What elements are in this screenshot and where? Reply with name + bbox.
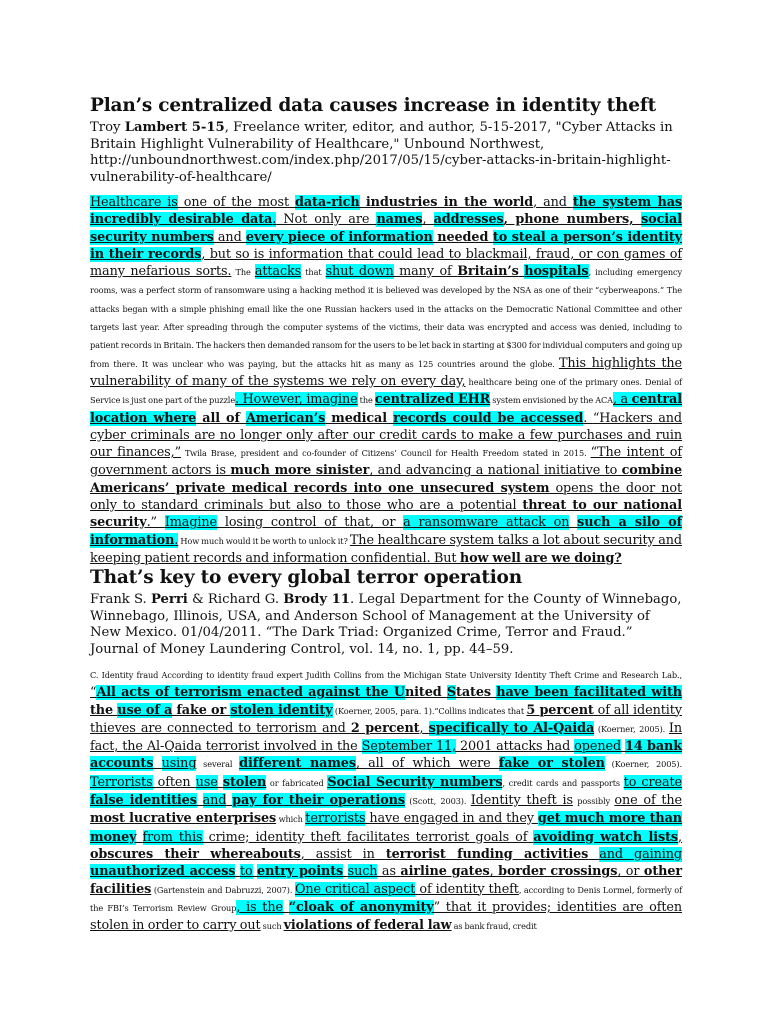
- text-run: [588, 847, 599, 862]
- text-run: much more sinister: [230, 463, 370, 479]
- text-run: (Koerner, 2005, para. 1).”Collins indicates that: [332, 705, 527, 716]
- highlighted-text-run: .: [272, 212, 277, 228]
- text-run: , all of which were: [355, 756, 499, 772]
- highlighted-text-run: hospitals: [524, 264, 589, 280]
- text-run: , and: [533, 195, 573, 210]
- text-run: such: [260, 921, 284, 932]
- text-run: The healthcare system talks a lot about security and keeping patient records and information confidential. But: [90, 532, 682, 566]
- highlighted-text-run: using: [161, 756, 197, 772]
- text-run: all of: [196, 410, 246, 426]
- highlighted-text-run: and gaining: [599, 846, 682, 862]
- section1-card-text: [90, 194, 682, 567]
- text-run: healthcare being one of the primary ones. Denial of Service is just one part of the puzzle: [90, 376, 682, 406]
- highlighted-text-run: such a silo of information: [90, 515, 683, 548]
- highlighted-text-run: pay for: [232, 793, 284, 809]
- text-run: ,: [489, 864, 499, 880]
- text-run: Brody 11: [283, 592, 350, 607]
- text-run: [197, 793, 203, 808]
- text-run: possibly: [572, 796, 615, 807]
- text-run: needed: [432, 229, 493, 245]
- highlighted-text-run: 14 bank accounts: [90, 739, 683, 772]
- text-run: In fact, the Al-Qaida terrorist involved in the: [90, 720, 682, 755]
- text-run: “The intent of government actors is: [90, 445, 682, 479]
- text-run: (Koerner, 2005).: [594, 723, 669, 734]
- section2-heading: That’s key to every global terror operation: [90, 567, 522, 588]
- highlighted-text-run: S: [446, 685, 457, 701]
- text-run: The: [231, 267, 255, 278]
- text-run: often: [152, 774, 196, 790]
- highlighted-text-run: central location where: [90, 392, 682, 426]
- highlighted-text-run: All acts of terrorism enacted against the U: [96, 685, 405, 701]
- text-run: opens the door not only to standard criminals but also to those who are a potential: [90, 480, 682, 514]
- text-run: , phone numbers,: [503, 212, 642, 228]
- text-run: 5 percent: [526, 702, 594, 718]
- text-run: Frank S.: [90, 592, 151, 607]
- text-run: & Richard G.: [187, 592, 284, 607]
- text-run: threat to our national security: [90, 498, 682, 531]
- highlighted-text-run: have been facilitated with: [496, 685, 682, 701]
- text-run: have engaged in and they: [365, 811, 538, 827]
- text-run: fake or: [172, 702, 231, 718]
- text-run: Twila Brase, president and co-founder of Citizens’ Council for Health Freedom stated in 2015.: [181, 448, 591, 459]
- highlighted-text-run: data-rich: [294, 195, 360, 210]
- highlighted-text-run: shut down: [325, 264, 394, 280]
- highlighted-text-run: the system has incredibly desirable data: [90, 195, 683, 228]
- text-run: Not only are: [276, 212, 377, 228]
- text-run: [283, 900, 289, 915]
- text-run: , but so is information that could lead to blackmail, fraud, or con games of many nefarious sorts.: [90, 246, 682, 280]
- text-run: combine Americans’ private medical records into one unsecured system: [90, 463, 682, 496]
- highlighted-text-run: Terrorists: [90, 774, 153, 790]
- text-run: one of the most: [177, 195, 295, 210]
- highlighted-text-run: entry points: [257, 864, 344, 880]
- highlighted-text-run: from this: [142, 829, 203, 845]
- highlighted-text-run: use: [195, 774, 218, 790]
- highlighted-text-run: centralized EHR: [374, 392, 491, 408]
- text-run: border crossings: [498, 864, 618, 880]
- text-run: which: [276, 814, 306, 825]
- highlighted-text-run: . However, imagine: [235, 392, 358, 408]
- highlighted-text-run: every piece of information: [245, 229, 433, 245]
- text-run: . Legal Department for the County of Winnebago, Winnebago, Illinois, USA, and Anderson School of Management at the University of New Mexico. 01/04/2011. “The Dark Triad: Organized Crime, Terror and Fraud.” Journal of Money Laundering Control, vol. 14, no. 1, pp. 44–59.: [90, 592, 682, 657]
- text-run: most lucrative enterprises: [90, 811, 277, 827]
- text-run: losing control of that, or: [217, 515, 404, 531]
- text-run: 2 percent: [350, 720, 420, 736]
- highlighted-text-run: addresses: [433, 212, 504, 228]
- text-run: as bank fraud, credit: [451, 921, 537, 932]
- highlighted-text-run: names: [376, 212, 423, 228]
- text-run: airline gates: [400, 864, 490, 880]
- highlighted-text-run: to create: [623, 774, 683, 790]
- text-run: or fabricated: [266, 777, 328, 788]
- text-run: [153, 756, 161, 771]
- highlighted-text-run: a ransomware attack on: [403, 515, 570, 531]
- text-run: of all identity thieves are connected to terrorism and: [90, 702, 682, 736]
- text-run: several: [196, 759, 240, 770]
- text-run: “: [90, 685, 97, 701]
- text-run: [343, 864, 347, 879]
- text-run: Identity theft is: [470, 793, 573, 809]
- text-run: the: [357, 395, 375, 406]
- text-run: industries in the world: [359, 195, 534, 210]
- section2-card-text: [90, 666, 682, 935]
- text-run: ” that it provides; identities are often stolen in order to carry out: [90, 899, 682, 934]
- highlighted-text-run: use of a: [117, 702, 173, 718]
- text-run: , or: [617, 864, 644, 880]
- text-run: other facilities: [90, 864, 683, 897]
- text-run: ,: [678, 829, 683, 845]
- highlighted-text-run: and: [202, 793, 227, 809]
- text-run: [569, 515, 577, 530]
- highlighted-text-run: American’s: [245, 410, 326, 426]
- text-run: C. Identity fraud According to identity fraud expert Judith Collins from the Michigan State University Identity Theft Crime and Research Lab.,: [90, 670, 682, 680]
- text-run: nited: [404, 685, 447, 701]
- highlighted-text-run: get much more than money: [90, 811, 683, 845]
- text-run: (Gartenstein and Dabruzzi, 2007).: [151, 884, 295, 895]
- section2-citation: [90, 592, 682, 658]
- highlighted-text-run: different names: [239, 756, 356, 772]
- highlighted-text-run: to steal a person’s identity in their records: [90, 229, 682, 262]
- text-run: the: [90, 702, 118, 718]
- text-run: tates: [456, 685, 497, 701]
- highlighted-text-run: records could be accessed: [393, 410, 584, 426]
- highlighted-text-run: Social Security numbers: [327, 774, 503, 790]
- text-run: crime; identity theft facilitates terrorist goals of: [202, 829, 534, 845]
- text-run: , and advancing a national initiative to: [369, 463, 622, 479]
- section1-heading: Plan’s centralized data causes increase in identity theft: [90, 95, 656, 116]
- highlighted-text-run: attacks: [254, 264, 302, 280]
- highlighted-text-run: “cloak of anonymity: [288, 899, 434, 915]
- text-run: terrorist funding activities: [385, 846, 589, 862]
- text-run: of identity theft: [415, 881, 519, 897]
- text-run: one of the: [614, 793, 683, 809]
- text-run: violations of federal law: [283, 918, 452, 934]
- highlighted-text-run: stolen identity: [230, 702, 333, 718]
- text-run: “Hackers and cyber criminals are no longer only after our credit cards to make a few purchases and ruin our finances,”: [90, 410, 682, 461]
- section1-citation: [90, 120, 682, 186]
- text-run: How much would it be worth to unlock it?: [178, 535, 350, 546]
- highlighted-text-run: false identities: [90, 793, 197, 809]
- highlighted-text-run: .: [174, 532, 179, 548]
- text-run: , credit cards and passports: [502, 777, 624, 788]
- text-run: ,: [422, 212, 434, 228]
- text-run: .”: [146, 515, 165, 531]
- highlighted-text-run: terrorists: [305, 811, 366, 827]
- highlighted-text-run: , is the: [236, 899, 283, 915]
- text-run: (Koerner, 2005).: [604, 759, 683, 770]
- text-run: 2001 attacks had: [456, 739, 575, 755]
- text-run: .: [583, 410, 593, 426]
- text-run: how well are we doing?: [459, 550, 622, 566]
- highlighted-text-run: opened: [574, 739, 622, 755]
- text-run: many of: [393, 264, 458, 280]
- highlighted-text-run: to: [239, 864, 253, 880]
- text-run: (Scott, 2003).: [404, 796, 471, 807]
- text-run: that: [301, 267, 326, 278]
- text-run: system envisioned by the ACA: [490, 395, 613, 406]
- text-run: , including emergency rooms, was a perfect storm of ransomware using a hacking method it is believed was developed by the NSA as one of their “cyberweapons.” The attacks began with a simple phishing email like the one Russian hackers used in the attacks on the Democratic National Committee and other targets last year. After spreading through the computer systems of the victims, their data was encrypted and access was denied, including to patient records in Britain. The hackers then demanded ransom for the users to be let back in starting at $300 for individual computers and going up from there. It was unclear who was paying, but the attacks hit as many as 125 countries around the globe.: [90, 267, 683, 369]
- text-run: Lambert 5-15: [124, 120, 225, 135]
- text-run: Perri: [150, 592, 188, 607]
- text-run: , according to Denis Lormel, formerly of the FBI’s Terrorism Review Group: [90, 884, 683, 913]
- highlighted-text-run: stolen: [222, 774, 267, 790]
- text-run: Britain’s: [457, 264, 519, 280]
- text-run: This highlights the vulnerability of many of the systems we rely on every day,: [90, 355, 682, 389]
- highlighted-text-run: September 11,: [361, 739, 456, 755]
- highlighted-text-run: Imagine: [164, 515, 218, 531]
- text-run: obscures their whereabouts: [90, 846, 301, 862]
- text-run: [136, 830, 142, 845]
- highlighted-text-run: social security numbers: [90, 212, 683, 245]
- text-run: ,: [419, 720, 429, 736]
- highlighted-text-run: avoiding watch lists: [533, 829, 679, 845]
- highlighted-text-run: fake or stolen: [498, 756, 605, 772]
- highlighted-text-run: One critical aspect: [294, 881, 416, 897]
- highlighted-text-run: such: [347, 864, 378, 880]
- highlighted-text-run: Healthcare is: [90, 195, 178, 210]
- text-run: as: [377, 864, 401, 880]
- highlighted-text-run: , a: [613, 392, 632, 408]
- text-run: medical: [325, 410, 394, 426]
- highlighted-text-run: their operations: [288, 793, 405, 809]
- text-run: , assist in: [300, 846, 386, 862]
- text-run: Troy: [90, 120, 125, 135]
- text-run: and: [213, 229, 246, 245]
- highlighted-text-run: specifically to Al-Qaida: [428, 720, 595, 736]
- highlighted-text-run: unauthorized access: [90, 864, 236, 880]
- text-run: , Freelance writer, editor, and author, 5-15-2017, "Cyber Attacks in Britain Highlight Vulnerability of Healthcare," Unbound Northwest, http://unboundnorthwest.com/index.php/2017/05/15/cyber-attacks-in-britain-highlight-vulnerability-of-healthcare/: [90, 120, 673, 185]
